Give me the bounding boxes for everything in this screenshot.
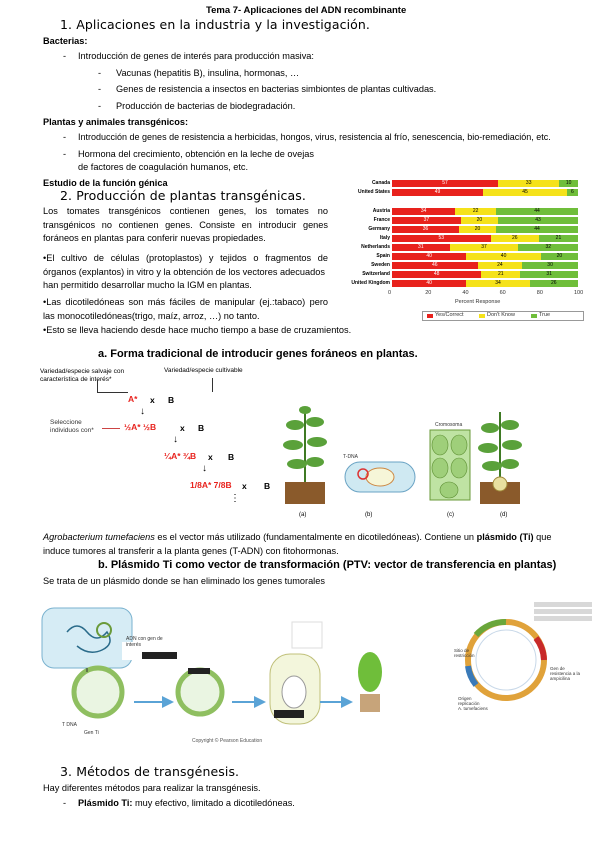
s3-item: Plásmido Ti: muy efectivo, limitado a dicotiledóneas. — [78, 798, 295, 808]
data-label: 34 — [495, 280, 501, 286]
bar-segment — [496, 208, 578, 215]
plant-item: Introducción de genes de resistencia a herbicidas, hongos, virus, resistencia al frío, senescencia, bio-remediación, etc. — [78, 132, 551, 142]
section-1-heading: 1. Aplicaciones en la industria y la investigación. — [60, 17, 370, 32]
ti-plasmid-map — [456, 600, 596, 720]
svg-text:T-DNA: T-DNA — [343, 454, 358, 460]
legend-swatch — [531, 314, 537, 318]
cross-x: x — [242, 481, 247, 491]
panel-label: (a) — [299, 512, 307, 518]
bar-segment — [522, 262, 578, 269]
paragraph-line: •Las dicotiledóneas son más fáciles de manipular (ej.:tabaco) pero — [43, 297, 328, 307]
bullet-dash: - — [63, 149, 67, 159]
subsection-b-heading: b. Plásmido Ti como vector de transformación (PTV: vector de transferencia en plantas) — [98, 559, 557, 571]
data-label: 45 — [522, 189, 528, 195]
sub-item: Producción de bacterias de biodegradación. — [116, 101, 296, 111]
data-label: 46 — [431, 262, 438, 268]
bullet-dash: - — [98, 101, 102, 111]
data-label: 21 — [498, 271, 504, 277]
category-label: Austria — [372, 208, 390, 214]
panel-label: (d) — [500, 512, 508, 518]
bar-segment — [466, 280, 529, 287]
page-title: Tema 7- Aplicaciones del ADN recombinante — [206, 5, 407, 16]
cross-b: B — [264, 481, 271, 491]
subsection-a-heading: a. Forma tradicional de introducir genes foráneos en plantas. — [98, 348, 418, 360]
agro-paragraph-line2: induce tumores al transferir a la planta genes (T-ADN) con fitohormonas. — [43, 546, 339, 556]
ti-vector-figure — [42, 602, 397, 754]
legend-swatch — [479, 314, 485, 318]
bar-segment — [392, 253, 466, 260]
svg-text:resistencia a la: resistencia a la — [550, 671, 581, 676]
sub-item: Vacunas (hepatitis B), insulina, hormonas, … — [116, 68, 300, 78]
x-tick-label: 0 — [388, 290, 392, 296]
data-label: 10 — [565, 180, 572, 186]
bar-segment — [530, 280, 578, 287]
agro-paragraph-line1: Agrobacterium tumefaciens es el vector más utilizado (fundamentalmente en dicotiledóneas). Contiene un plásmido (Ti) que — [43, 532, 552, 542]
svg-text:Sitio de: Sitio de — [454, 648, 470, 653]
x-axis-label: Percent Response — [455, 299, 501, 305]
data-label: 24 — [497, 262, 503, 268]
figure-caption: Copyright © Pearson Education — [192, 738, 263, 744]
svg-text:Cromosoma: Cromosoma — [435, 422, 463, 428]
data-label: 49 — [434, 189, 441, 195]
down-arrow: ↓ — [140, 406, 145, 417]
svg-text:ampicilina: ampicilina — [550, 676, 571, 681]
cross-b: B — [228, 452, 235, 462]
data-label: 36 — [422, 226, 429, 232]
data-label: 30 — [547, 262, 553, 268]
data-label: 37 — [481, 244, 487, 250]
data-label: 43 — [535, 217, 541, 223]
data-label: 40 — [500, 253, 507, 259]
plant-transformation-figure — [285, 400, 575, 528]
panel-label: (b) — [365, 512, 373, 518]
cross-b: B — [198, 423, 205, 433]
bar-segment — [455, 208, 496, 215]
bar-segment — [539, 235, 578, 242]
category-label: Italy — [379, 235, 390, 241]
data-label: 37 — [423, 217, 430, 223]
paragraph-line: las monocotiledóneas(trigo, maíz, arroz, …) no tanto. — [43, 311, 260, 321]
plant-item: Hormona del crecimiento, obtención en la leche de ovejas — [78, 149, 314, 159]
svg-text:T DNA: T DNA — [62, 722, 77, 728]
data-label: 6 — [571, 189, 574, 195]
x-axis — [388, 290, 584, 298]
data-label: 20 — [474, 226, 481, 232]
bar-segment — [392, 262, 478, 269]
bar-segment — [498, 180, 559, 187]
plant-d-image — [478, 412, 522, 504]
svg-text:Origen: Origen — [458, 696, 472, 701]
bullet-dash: - — [98, 68, 102, 78]
bact-item: Introducción de genes de interés para producción masiva: — [78, 51, 314, 61]
cross-gen4: 1/8A* 7/8B — [190, 480, 232, 490]
category-label: United States — [358, 189, 390, 195]
data-label: 26 — [511, 235, 518, 241]
b-text: Se trata de un plásmido donde se han eliminado los genes tumorales — [43, 576, 325, 586]
chart-legend — [422, 311, 584, 321]
legend-label: Don't Know — [487, 312, 515, 318]
bar-segment — [392, 180, 498, 187]
svg-text:Gen de: Gen de — [550, 666, 565, 671]
bar-segment — [567, 189, 578, 196]
bracket-line — [97, 380, 128, 393]
plantas-label: Plantas y animales transgénicos: — [43, 117, 189, 127]
data-label: 53 — [438, 235, 445, 241]
data-label: 21 — [555, 235, 562, 241]
bar-segment — [520, 271, 578, 278]
x-tick-label: 20 — [425, 290, 432, 296]
paragraph-line: foráneos en plantas para conferir nuevas propiedades. — [43, 233, 266, 243]
data-label: 20 — [476, 217, 483, 223]
bracket-line — [200, 378, 213, 392]
data-label: 48 — [433, 271, 440, 277]
plant-tissue-diagram — [430, 422, 470, 500]
category-label: Sweden — [371, 262, 390, 268]
bar-segment — [491, 235, 539, 242]
bacterium-cell-diagram — [343, 454, 415, 492]
bar-segment — [392, 271, 481, 278]
bar-segment — [541, 253, 578, 260]
plant-item-cont: de factores de coagulación humanos, etc. — [78, 162, 249, 172]
data-label: 31 — [418, 244, 424, 250]
category-label: Germany — [368, 226, 390, 232]
paragraph-line: Los tomates transgénicos contienen genes, los tomates no — [43, 206, 328, 216]
bar-segment — [392, 235, 491, 242]
data-label: 44 — [534, 226, 540, 232]
svg-text:A. tumefaciens: A. tumefaciens — [458, 706, 488, 711]
bar-segment — [478, 262, 523, 269]
cross-gen2: ½A* ½B — [124, 422, 157, 432]
x-tick-label: 100 — [574, 290, 584, 296]
bullet-dash: - — [63, 132, 67, 142]
category-label: Netherlands — [361, 244, 390, 250]
category-label: Spain — [376, 253, 390, 259]
bacterias-label: Bacterias: — [43, 36, 88, 46]
bar-segment — [392, 208, 455, 215]
category-label: United Kingdom — [351, 280, 390, 286]
plant-a-image — [283, 406, 327, 504]
data-label: 20 — [556, 253, 563, 259]
bar-segment — [466, 253, 540, 260]
paragraph-line: •El cultivo de células (protoplastos) y tejidos o fragmentos de — [43, 253, 328, 263]
cross-a-star: A* — [128, 394, 138, 404]
data-label: 44 — [534, 208, 540, 214]
data-label: 33 — [525, 180, 532, 186]
paragraph-line: han permitido desarrollar mucho la IGM en plantas. — [43, 280, 252, 290]
svg-text:Gen Ti: Gen Ti — [84, 730, 99, 736]
estudio-label: Estudio de la función génica — [43, 178, 168, 188]
section-3-heading: 3. Métodos de transgénesis. — [60, 764, 240, 779]
data-label: 22 — [472, 208, 479, 214]
bar-segment — [450, 244, 519, 251]
data-label: 31 — [546, 271, 552, 277]
data-label: 40 — [426, 253, 432, 259]
select-label: Seleccione individuos con* — [50, 419, 94, 434]
bar-segment — [392, 226, 459, 233]
down-arrow-dotted: ⋮ — [230, 493, 240, 504]
category-label: France — [373, 217, 390, 223]
paragraph-line: órganos (explantos) in vitro y la obtención de los vectores adecuados — [43, 267, 325, 277]
data-label: 57 — [442, 180, 448, 186]
bar-segment — [459, 226, 496, 233]
sub-item: Genes de resistencia a insectos en bacterias simbiontes de plantas cultivadas. — [116, 84, 437, 94]
data-label: 32 — [545, 244, 551, 250]
cross-x: x — [180, 423, 185, 433]
bar-segment — [483, 189, 567, 196]
bullet-dash: - — [63, 798, 67, 808]
cultivable-variety-label: Variedad/especie cultivable — [164, 367, 243, 374]
cross-gen3: ¼A* ¾B — [164, 451, 197, 461]
svg-text:interés: interés — [126, 642, 142, 648]
bar-segment — [496, 226, 578, 233]
panel-label: (c) — [447, 512, 454, 518]
bar-segment — [461, 217, 498, 224]
legend-label: True — [539, 312, 551, 318]
legend-swatch — [427, 314, 433, 318]
data-label: 40 — [426, 280, 432, 286]
bar-segment — [392, 244, 450, 251]
bullet-dash: - — [98, 84, 102, 94]
svg-text:restricción: restricción — [454, 653, 475, 658]
cross-x: x — [150, 395, 155, 405]
bar-segment — [498, 217, 578, 224]
category-label: Canada — [371, 180, 390, 186]
down-arrow: ↓ — [173, 434, 178, 445]
paragraph-line: •Esto se lleva haciendo desde hace mucho tiempo a base de cruzamientos. — [43, 325, 352, 335]
arrow-line — [102, 428, 120, 429]
bar-segment — [518, 244, 578, 251]
cross-x: x — [208, 452, 213, 462]
legend-label: Yes/Correct — [435, 312, 464, 318]
bar-segment — [481, 271, 520, 278]
bar-segment — [392, 189, 483, 196]
crossing-diagram — [40, 366, 285, 531]
wild-variety-label: Variedad/especie salvaje con característica de interés* — [40, 368, 125, 383]
x-tick-label: 40 — [462, 290, 469, 296]
survey-chart — [330, 178, 585, 323]
svg-text:replicación: replicación — [458, 701, 480, 706]
data-label: 34 — [420, 208, 427, 214]
s3-intro: Hay diferentes métodos para realizar la transgénesis. — [43, 783, 261, 793]
down-arrow: ↓ — [202, 463, 207, 474]
bar-segment — [392, 217, 461, 224]
category-label: Switzerland — [362, 271, 390, 277]
x-tick-label: 60 — [499, 290, 506, 296]
bar-segment — [392, 280, 466, 287]
bullet-dash: - — [63, 51, 67, 61]
paragraph-line: transgénicos no contienen genes. Consiste en introducir genes — [43, 220, 328, 230]
section-2-heading: 2. Producción de plantas transgénicas. — [60, 188, 306, 203]
x-tick-label: 80 — [536, 290, 543, 296]
bar-segment — [559, 180, 578, 187]
data-label: 26 — [551, 280, 557, 286]
svg-text:ADN con gen de: ADN con gen de — [126, 636, 163, 642]
cross-b: B — [168, 395, 175, 405]
